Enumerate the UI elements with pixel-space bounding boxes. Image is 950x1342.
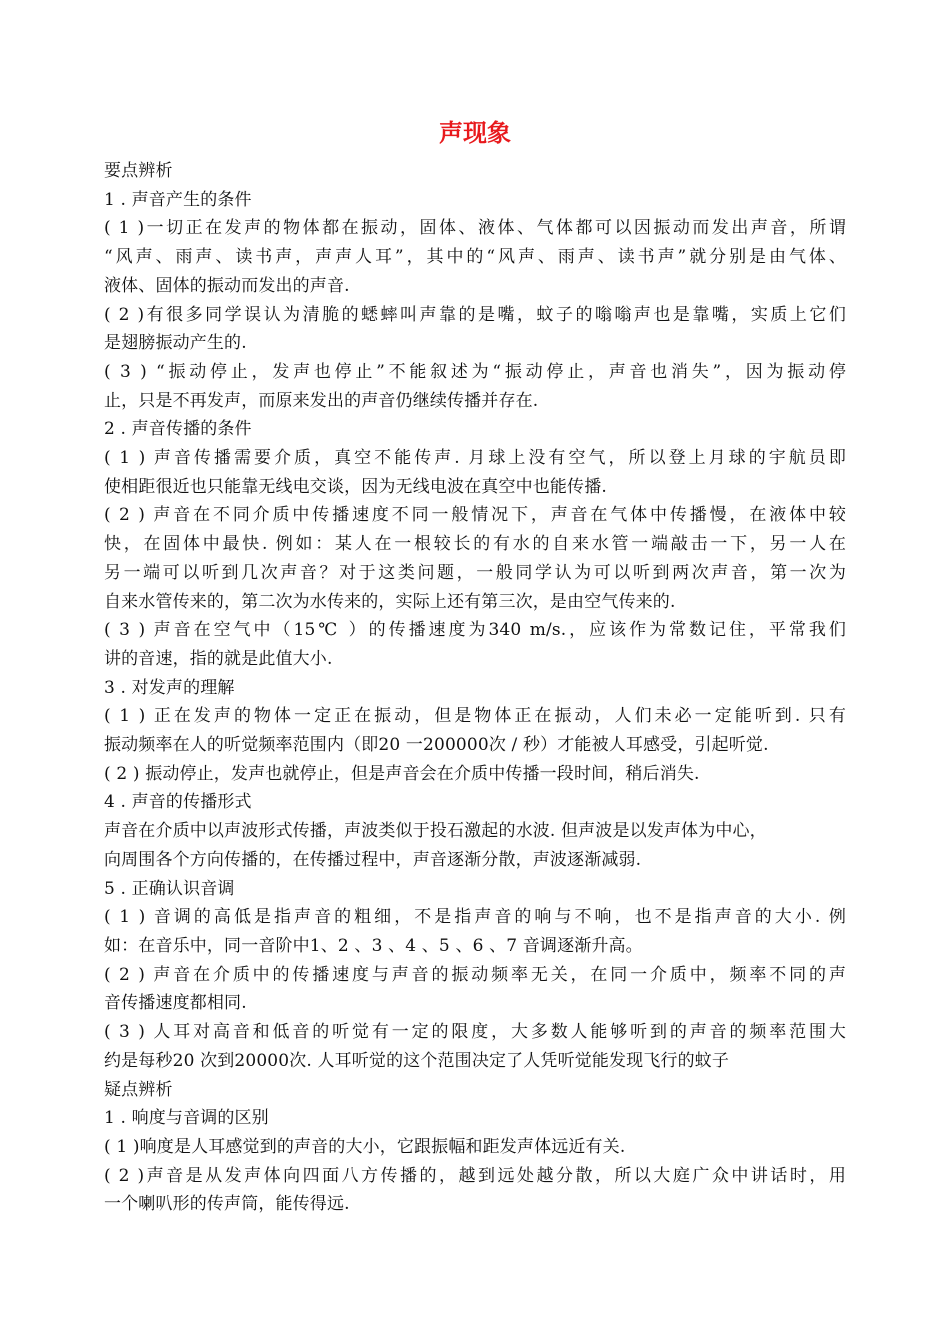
- paragraph-line: ( 2 ) 声音在不同介质中传播速度不同一般情况下，声音在气体中传播慢，在液体中较: [104, 505, 846, 526]
- subsection-heading: 5 . 正确认识音调: [104, 878, 235, 899]
- paragraph-line: 一个喇叭形的传声筒，能传得远.: [104, 1194, 350, 1215]
- paragraph-line: ( 2 ) 振动停止，发声也就停止，但是声音会在介质中传播一段时间，稍后消失.: [104, 763, 700, 784]
- paragraph-line: 使相距很近也只能靠无线电交谈，因为无线电波在真空中也能传播.: [104, 476, 607, 497]
- paragraph-line: 另一端可以听到几次声音？对于这类问题，一般同学认为可以听到两次声音，第一次为: [104, 562, 846, 583]
- section-heading: 要点辨析: [104, 161, 173, 181]
- paragraph-line: ( 3 ) 人耳对高音和低音的听觉有一定的限度，大多数人能够听到的声音的频率范围大: [104, 1022, 846, 1043]
- paragraph-line: ( 1 ) 声音传播需要介质，真空不能传声. 月球上没有空气，所以登上月球的宇航员即: [104, 448, 846, 469]
- paragraph-line: 讲的音速，指的就是此值大小.: [104, 648, 333, 669]
- subsection-heading: 1 . 响度与音调的区别: [104, 1108, 269, 1129]
- paragraph-line: 振动频率在人的听觉频率范围内（即20 一200000次 / 秒）才能被人耳感受，引起听觉.: [104, 735, 769, 756]
- paragraph-line: 自来水管传来的，第二次为水传来的，实际上还有第三次，是由空气传来的.: [104, 591, 676, 612]
- page-title: 声现象: [439, 119, 511, 147]
- paragraph-line: 声音在介质中以声波形式传播，声波类似于投石激起的水波. 但声波是以发声体为中心，: [104, 821, 767, 842]
- paragraph-line: 止，只是不再发声，而原来发出的声音仍继续传播并存在.: [104, 390, 539, 411]
- paragraph-line: ( 3 ) “振动停止，发声也停止”不能叙述为“振动停止，声音也消失”，因为振动停: [104, 361, 846, 382]
- paragraph-line: ( 3 ) 声音在空气中（15℃ ）的传播速度为340 m/s.，应该作为常数记住，平常我们: [104, 620, 846, 641]
- paragraph-line: ( 2 )声音是从发声体向四面八方传播的，越到远处越分散，所以大庭广众中讲话时，用: [104, 1165, 846, 1186]
- paragraph-line: 音传播速度都相同.: [104, 993, 247, 1014]
- paragraph-line: ( 2 ) 声音在介质中的传播速度与声音的振动频率无关，在同一介质中，频率不同的声: [104, 964, 846, 985]
- subsection-heading: 4 . 声音的传播形式: [104, 792, 252, 813]
- paragraph-line: ( 1 )一切正在发声的物体都在振动，固体、液体、气体都可以因振动而发出声音，所谓: [104, 218, 846, 239]
- paragraph-line: ( 1 )响度是人耳感觉到的声音的大小，它跟振幅和距发声体远近有关.: [104, 1136, 626, 1157]
- paragraph-line: 如：在音乐中，同一音阶中1、2 、3 、4 、5 、6 、7 音调逐渐升高。: [104, 935, 643, 956]
- section-heading: 疑点辨析: [104, 1079, 173, 1100]
- paragraph-line: 快，在固体中最快. 例如：某人在一根较长的有水的自来水管一端敲击一下，另一人在: [104, 534, 846, 555]
- subsection-heading: 2 . 声音传播的条件: [104, 419, 252, 440]
- paragraph-line: ( 1 ) 音调的高低是指声音的粗细，不是指声音的响与不响，也不是指声音的大小. 例: [104, 907, 846, 928]
- paragraph-line: ( 1 ) 正在发声的物体一定正在振动，但是物体正在振动，人们未必一定能听到. 只有: [104, 706, 846, 727]
- paragraph-line: 液体、固体的振动而发出的声音.: [104, 275, 350, 296]
- paragraph-line: “风声、雨声、读书声，声声人耳”，其中的“风声、雨声、读书声”就分别是由气体、: [104, 247, 846, 268]
- subsection-heading: 1 . 声音产生的条件: [104, 189, 252, 210]
- paragraph-line: 约是每秒20 次到20000次. 人耳听觉的这个范围决定了人凭听觉能发现飞行的蚊子: [104, 1050, 730, 1071]
- paragraph-line: 向周围各个方向传播的，在传播过程中，声音逐渐分散，声波逐渐减弱.: [104, 849, 642, 870]
- paragraph-line: 是翅膀振动产生的.: [104, 333, 247, 354]
- paragraph-line: ( 2 )有很多同学误认为清脆的蟋蟀叫声靠的是嘴，蚊子的嗡嗡声也是靠嘴，实质上它们: [104, 304, 846, 325]
- subsection-heading: 3 . 对发声的理解: [104, 677, 235, 698]
